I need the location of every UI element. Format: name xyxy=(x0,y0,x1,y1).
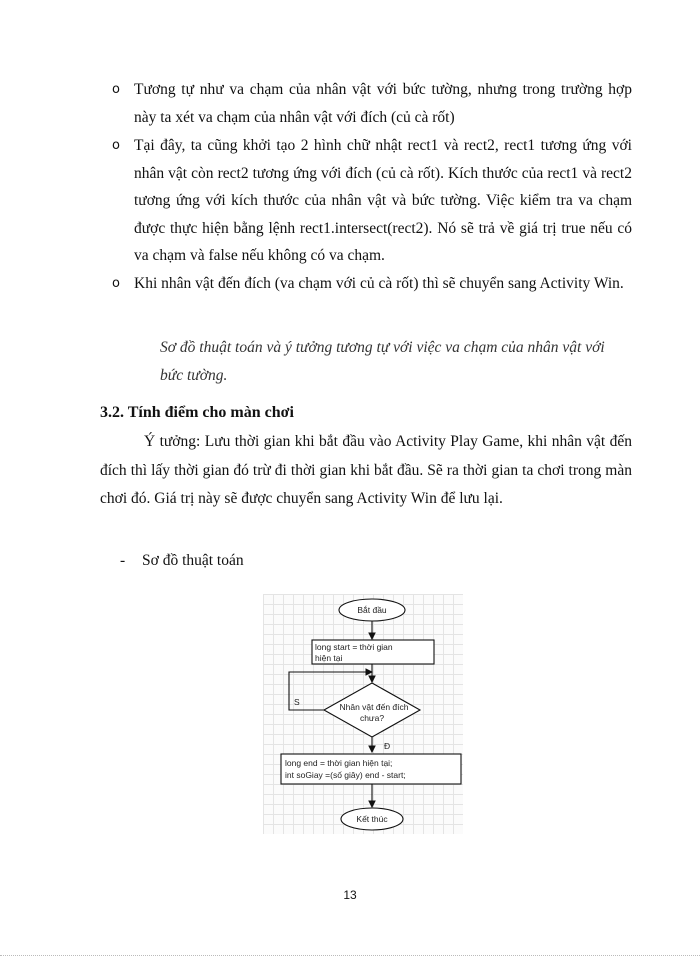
process-end-line2: int soGiay =(số giây) end - start; xyxy=(285,770,406,780)
process-start-line1: long start = thời gian xyxy=(315,642,393,652)
dash-item-text: Sơ đồ thuật toán xyxy=(142,552,244,569)
yes-branch-label: Đ xyxy=(384,741,391,751)
decision-line2: chưa? xyxy=(359,713,385,723)
decision-line1: Nhân vật đến đích xyxy=(339,702,409,712)
process-start-line2: hiện tại xyxy=(315,653,343,663)
section-heading: 3.2. Tính điểm cho màn chơi xyxy=(100,404,294,421)
italic-note: Sơ đồ thuật toán và ý tưởng tương tự với việc va chạm của nhân vật với bức tường. xyxy=(160,339,605,384)
bullet-item xyxy=(112,132,632,270)
bullet-marker: o xyxy=(112,138,120,153)
bullet-marker: o xyxy=(112,82,120,97)
bullet-item xyxy=(112,76,632,131)
bullet-item xyxy=(112,270,632,298)
bullet-text: Tương tự như va chạm của nhân vật với bức tường, nhưng trong trường hợp này ta xét va chạm của nhân vật với đích (củ cà rốt) xyxy=(134,81,632,126)
dash-marker: - xyxy=(120,552,126,569)
start-label: Bắt đầu xyxy=(357,605,387,615)
section-paragraph: Ý tưởng: Lưu thời gian khi bắt đầu vào Activity Play Game, khi nhân vật đến đích thì lấy thời gian đó trừ đi thời gian khi bắt đầu. Sẽ ra thời gian ta chơi trong màn chơi đó. Giá trị này sẽ được chuyển sang Activity Win để lưu lại. xyxy=(100,433,632,507)
flowchart-diagram xyxy=(263,594,463,834)
end-label: Kết thúc xyxy=(356,814,388,824)
no-branch-label: S xyxy=(294,697,300,707)
flowchart-figure xyxy=(263,594,463,834)
bullet-text: Tại đây, ta cũng khởi tạo 2 hình chữ nhật rect1 và rect2, rect1 tương ứng với nhân vật còn rect2 tương ứng với đích (củ cà rốt). Kích thước của rect1 và rect2 tương ứng với kích thước của nhân vật và bức tường. Việc kiểm tra va chạm được thực hiện bằng lệnh rect1.intersect(rect2). Nó sẽ trả về giá trị true nếu có va chạm và false nếu không có va chạm. xyxy=(134,137,632,264)
bullet-text: Khi nhân vật đến đích (va chạm với củ cà rốt) thì sẽ chuyển sang Activity Win. xyxy=(134,275,624,292)
dash-list-item xyxy=(120,552,244,570)
page-number: 13 xyxy=(343,888,357,902)
process-end-line1: long end = thời gian hiện tại; xyxy=(285,758,393,768)
page-bottom-divider xyxy=(0,955,700,956)
bullet-marker: o xyxy=(112,276,120,291)
